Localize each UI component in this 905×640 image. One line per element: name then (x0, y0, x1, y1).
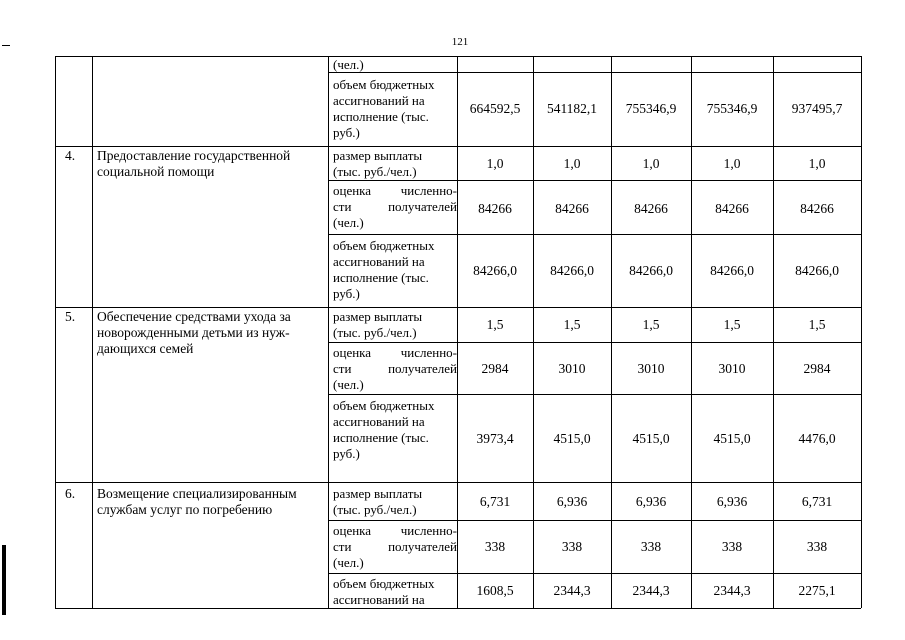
budget-label: объем бюджетных ассигнований на исполнение (тыс. руб.) (333, 398, 435, 461)
value-cell: 2344,3 (553, 583, 591, 598)
value-cell: 6,731 (479, 494, 511, 509)
tail-label: (чел.) (333, 57, 364, 72)
value-cell: 4515,0 (553, 431, 591, 446)
scan-mark (2, 545, 6, 615)
service-name: Предоставление государственной социальной помощи (97, 148, 291, 179)
payment-label: размер выплаты (тыс. руб./чел.) (333, 309, 423, 340)
value-cell: 755346,9 (625, 101, 677, 116)
value-cell: 1,5 (642, 317, 660, 332)
value-cell: 1,0 (642, 156, 660, 171)
value-cell: 84266 (478, 201, 512, 216)
value-cell: 2275,1 (798, 583, 836, 598)
services-table (55, 56, 861, 616)
value-cell: 664592,5 (469, 101, 521, 116)
value-cell: 84266,0 (550, 263, 594, 278)
value-cell: 3010 (718, 361, 746, 376)
value-cell: 338 (806, 539, 828, 554)
value-cell: 1,0 (723, 156, 741, 171)
service-name: Обеспечение средствами ухода за новорожденными детьми из нуж- дающихся семей (97, 309, 291, 356)
value-cell: 4476,0 (798, 431, 836, 446)
budget-label: объем бюджетных ассигнований на исполнение (тыс. руб.) (333, 238, 435, 301)
value-cell: 6,731 (801, 494, 833, 509)
value-cell: 2344,3 (713, 583, 751, 598)
value-cell: 338 (721, 539, 743, 554)
value-cell: 2984 (481, 361, 509, 376)
value-cell: 84266 (634, 201, 668, 216)
value-cell: 4515,0 (713, 431, 751, 446)
value-cell: 6,936 (716, 494, 748, 509)
value-cell: 1,0 (808, 156, 826, 171)
payment-label: размер выплаты (тыс. руб./чел.) (333, 148, 423, 179)
scan-mark (2, 45, 10, 46)
value-cell: 338 (640, 539, 662, 554)
value-cell: 1,0 (563, 156, 581, 171)
value-cell: 541182,1 (546, 101, 598, 116)
value-cell: 84266 (715, 201, 749, 216)
value-cell: 1,5 (808, 317, 826, 332)
value-cell: 3010 (637, 361, 665, 376)
value-cell: 338 (484, 539, 506, 554)
value-cell: 3010 (558, 361, 586, 376)
value-cell: 1,5 (563, 317, 581, 332)
budget-label: объем бюджетных ассигнований на (333, 576, 435, 607)
value-cell: 2344,3 (632, 583, 670, 598)
value-cell: 84266,0 (473, 263, 517, 278)
row-index: 4. (65, 148, 76, 163)
count-label: оценка численно- сти получателей (чел.) (333, 523, 457, 570)
value-cell: 1,5 (486, 317, 504, 332)
count-label: оценка численно- сти получателей (чел.) (333, 183, 457, 230)
value-cell: 1,5 (723, 317, 741, 332)
service-name: Возмещение специализированным службам услуг по погребению (97, 486, 297, 517)
value-cell: 937495,7 (791, 101, 843, 116)
value-cell: 6,936 (556, 494, 588, 509)
value-cell: 84266 (555, 201, 589, 216)
value-cell: 1608,5 (476, 583, 514, 598)
value-cell: 4515,0 (632, 431, 670, 446)
value-cell: 84266,0 (795, 263, 839, 278)
value-cell: 755346,9 (706, 101, 758, 116)
count-label: оценка численно- сти получателей (чел.) (333, 345, 457, 392)
row-index: 5. (65, 309, 76, 324)
value-cell: 3973,4 (476, 431, 514, 446)
value-cell: 84266,0 (629, 263, 673, 278)
value-cell: 84266,0 (710, 263, 754, 278)
value-cell: 338 (561, 539, 583, 554)
page-number: 121 (451, 36, 469, 48)
value-cell: 6,936 (635, 494, 667, 509)
value-cell: 1,0 (486, 156, 504, 171)
payment-label: размер выплаты (тыс. руб./чел.) (333, 486, 423, 517)
budget-label: объем бюджетных ассигнований на исполнение (тыс. руб.) (333, 77, 435, 140)
value-cell: 2984 (803, 361, 831, 376)
value-cell: 84266 (800, 201, 834, 216)
row-index: 6. (65, 486, 76, 501)
